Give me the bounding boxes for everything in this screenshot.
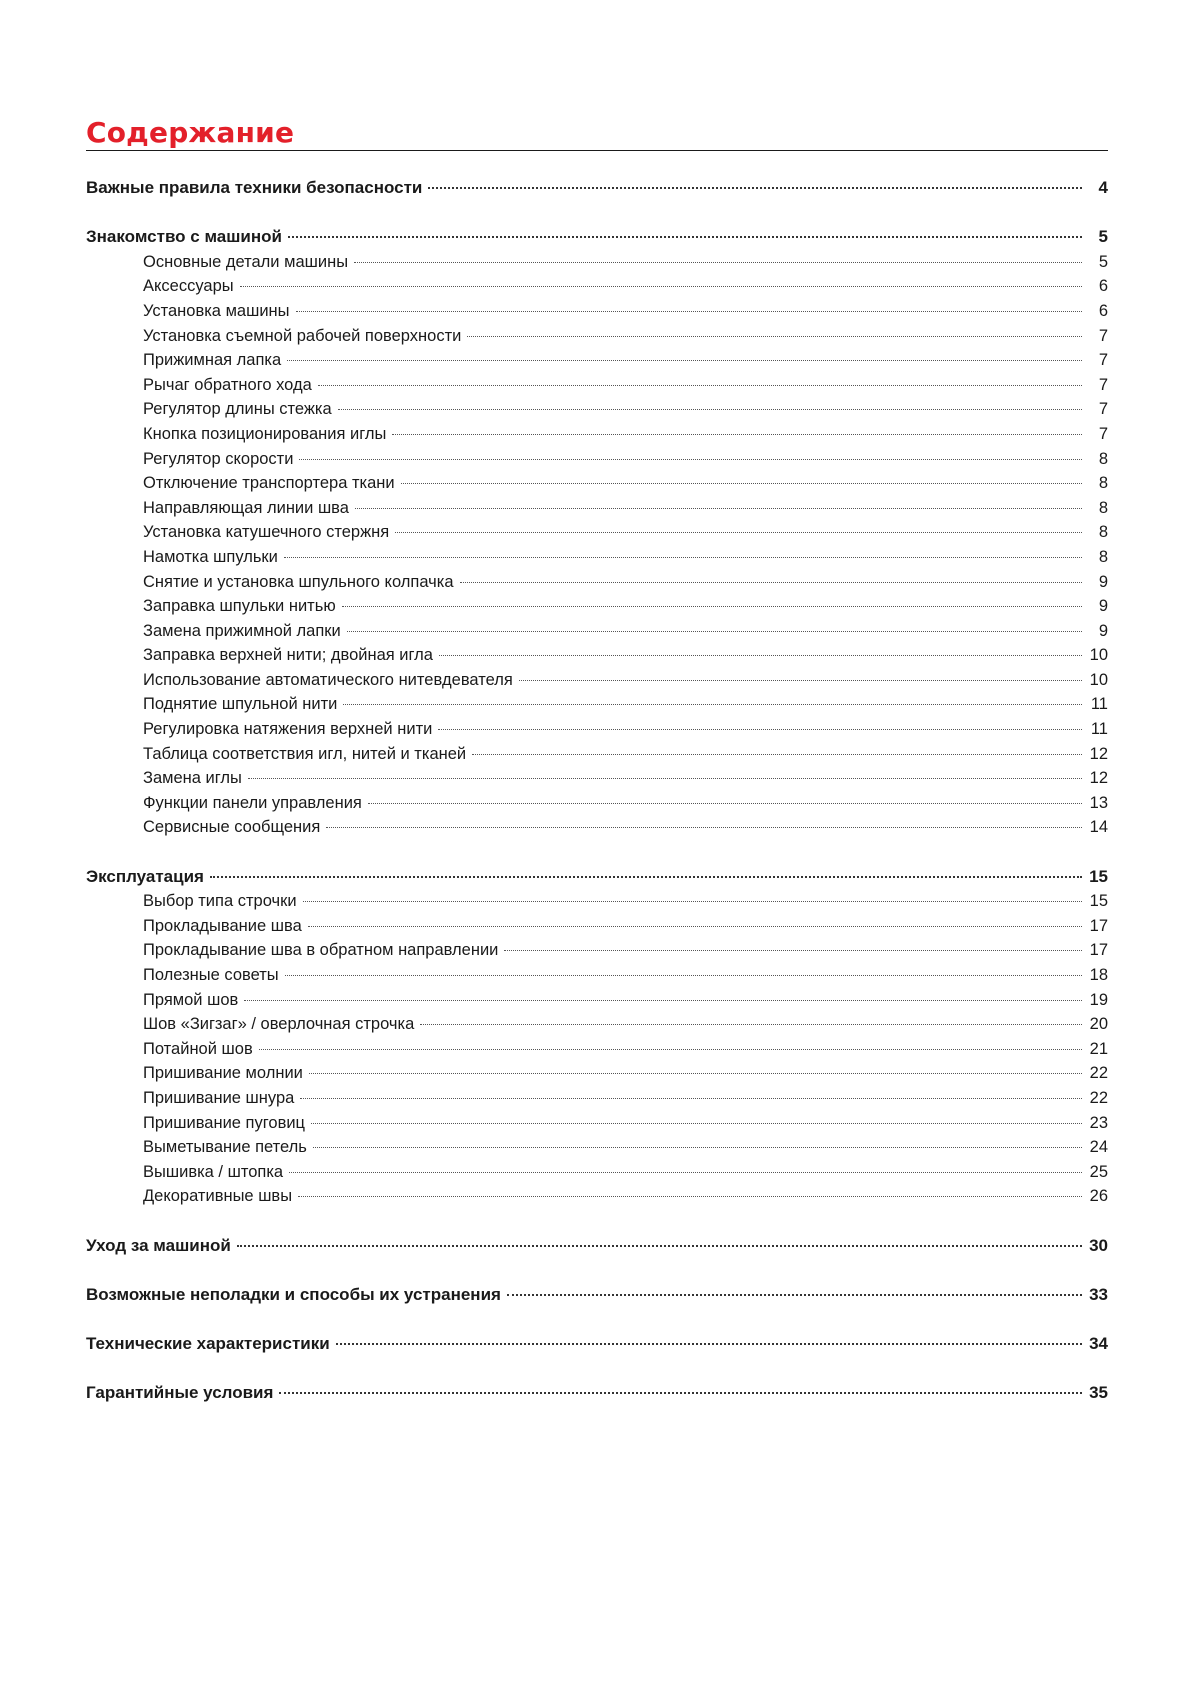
toc-subsection-title: Использование автоматического нитевдевателя [143, 670, 513, 689]
toc-subsection-entry[interactable] [86, 1037, 1108, 1062]
dot-leader [308, 926, 1082, 927]
dot-leader [401, 483, 1082, 484]
page-number: 9 [1098, 572, 1108, 591]
toc-subsection-entry[interactable] [86, 643, 1108, 668]
dot-leader [326, 827, 1082, 828]
dot-leader [309, 1073, 1082, 1074]
toc-subsection-entry[interactable] [86, 594, 1108, 619]
toc-subsection-entry[interactable] [86, 274, 1108, 299]
toc-subsection-entry[interactable] [86, 717, 1108, 742]
toc-subsection-entry[interactable] [86, 963, 1108, 988]
toc-subsection-entry[interactable] [86, 692, 1108, 717]
toc-subsection-title: Потайной шов [143, 1039, 253, 1058]
toc-subsection-title: Намотка шпульки [143, 547, 278, 566]
toc-subsection-title: Прямой шов [143, 990, 239, 1009]
page-number: 22 [1089, 1064, 1108, 1083]
toc-subsection-entry[interactable] [86, 545, 1108, 570]
page-number: 8 [1098, 547, 1108, 566]
page-number: 8 [1098, 523, 1108, 542]
toc-subsection-entry[interactable] [86, 1160, 1108, 1185]
dot-leader [519, 680, 1082, 681]
dot-leader [438, 729, 1082, 730]
dot-leader [313, 1147, 1082, 1148]
toc-subsection-title: Направляющая линии шва [143, 498, 349, 517]
toc-subsection-entry[interactable] [86, 422, 1108, 447]
dot-leader [210, 876, 1082, 878]
dot-leader [259, 1049, 1082, 1050]
dot-leader [296, 311, 1082, 312]
toc-subsection-entry[interactable] [86, 791, 1108, 816]
toc-subsection-entry[interactable] [86, 1135, 1108, 1160]
section-gap [86, 840, 1108, 865]
toc-subsection-entry[interactable] [86, 570, 1108, 595]
page-number: 26 [1089, 1187, 1108, 1206]
toc-subsection-title: Выбор типа строчки [143, 892, 297, 911]
dot-leader [298, 1196, 1082, 1197]
toc-subsection-entry[interactable] [86, 938, 1108, 963]
toc-subsection-entry[interactable] [86, 766, 1108, 791]
page-number: 20 [1089, 1015, 1108, 1034]
dot-leader [392, 434, 1082, 435]
dot-leader [336, 1343, 1082, 1345]
toc-subsection-title: Заправка верхней нити; двойная игла [143, 646, 433, 665]
toc-subsection-title: Аксессуары [143, 277, 234, 296]
dot-leader [354, 262, 1082, 263]
page-number: 7 [1098, 351, 1108, 370]
toc-subsection-title: Замена иглы [143, 769, 242, 788]
dot-leader [504, 950, 1082, 951]
toc-subsection-entry[interactable] [86, 348, 1108, 373]
page-number: 6 [1098, 277, 1108, 296]
toc-subsection-title: Заправка шпульки нитью [143, 597, 336, 616]
toc-subsection-title: Пришивание шнура [143, 1088, 295, 1107]
dot-leader [287, 360, 1082, 361]
page-number: 7 [1098, 400, 1108, 419]
dot-leader [288, 236, 1082, 238]
page-number: 12 [1089, 769, 1108, 788]
toc-subsection-entry[interactable] [86, 619, 1108, 644]
page-number: 11 [1090, 720, 1108, 739]
page-number: 34 [1089, 1333, 1108, 1353]
toc-subsection-entry[interactable] [86, 1111, 1108, 1136]
dot-leader [244, 1000, 1082, 1001]
page-number: 7 [1098, 424, 1108, 443]
dot-leader [289, 1172, 1082, 1173]
dot-leader [240, 286, 1082, 287]
page-number: 18 [1089, 966, 1108, 984]
toc-section-title: Важные правила техники безопасности [86, 178, 423, 197]
toc-subsection-title: Прокладывание шва в обратном направлении [143, 941, 499, 960]
toc-subsection-title: Пришивание молнии [143, 1064, 303, 1083]
toc-subsection-entry[interactable] [86, 397, 1108, 422]
toc-subsection-title: Рычаг обратного хода [143, 375, 312, 394]
page-number: 15 [1089, 866, 1108, 886]
page-number: 10 [1089, 670, 1108, 689]
section-gap [86, 1307, 1108, 1332]
dot-leader [420, 1024, 1082, 1025]
dot-leader [299, 459, 1082, 460]
dot-leader [284, 557, 1082, 558]
toc-subsection-title: Установка машины [143, 301, 290, 320]
toc-subsection-title: Кнопка позиционирования иглы [143, 424, 387, 443]
dot-leader [311, 1123, 1082, 1124]
toc-subsection-title: Регулятор длины стежка [143, 400, 332, 419]
toc-subsection-title: Сервисные сообщения [143, 818, 321, 837]
toc-subsection-title: Отключение транспортера ткани [143, 474, 395, 493]
toc-subsection-title: Замена прижимной лапки [143, 621, 341, 640]
dot-leader [368, 803, 1082, 804]
toc-subsection-entry[interactable] [86, 1061, 1108, 1086]
page-number: 30 [1089, 1235, 1108, 1255]
toc-subsection-entry[interactable] [86, 889, 1108, 914]
toc-section-title: Эксплуатация [86, 866, 204, 886]
toc-section-title: Уход за машиной [86, 1235, 231, 1255]
toc-subsection-entry[interactable] [86, 324, 1108, 349]
page-number: 23 [1089, 1113, 1108, 1132]
toc-subsection-title: Снятие и установка шпульного колпачка [143, 572, 454, 591]
page-number: 25 [1089, 1162, 1108, 1181]
toc-subsection-title: Полезные советы [143, 966, 279, 984]
dot-leader [342, 606, 1082, 607]
toc-subsection-entry[interactable] [86, 496, 1108, 521]
dot-leader [338, 409, 1082, 410]
dot-leader [285, 975, 1082, 976]
page-number: 4 [1098, 178, 1108, 197]
toc-section-title: Возможные неполадки и способы их устранения [86, 1284, 501, 1304]
toc-section-title: Знакомство с машиной [86, 227, 282, 247]
toc-subsection-entry[interactable] [86, 668, 1108, 693]
page-number: 13 [1089, 793, 1108, 812]
page-number: 14 [1089, 818, 1108, 837]
toc-subsection-title: Поднятие шпульной нити [143, 695, 338, 714]
dot-leader [303, 901, 1082, 902]
page-number: 8 [1098, 474, 1108, 493]
toc-subsection-entry[interactable] [86, 520, 1108, 545]
toc-subsection-title: Функции панели управления [143, 793, 362, 812]
page-number: 11 [1090, 695, 1108, 714]
page-number: 5 [1098, 227, 1108, 247]
dot-leader [467, 336, 1082, 337]
page-title: Содержание [86, 116, 295, 149]
toc-subsection-entry[interactable] [86, 1012, 1108, 1037]
toc-subsection-entry[interactable] [86, 1184, 1108, 1209]
toc-subsection-title: Основные детали машины [143, 252, 349, 271]
toc-subsection-entry[interactable] [86, 815, 1108, 840]
toc-subsection-entry[interactable] [86, 914, 1108, 939]
toc-subsection-entry[interactable] [86, 373, 1108, 398]
page-number: 15 [1089, 892, 1108, 911]
toc-subsection-title: Прокладывание шва [143, 916, 302, 935]
toc-section-entry[interactable] [86, 1381, 1108, 1406]
page-number: 6 [1098, 301, 1108, 320]
toc-subsection-title: Установка катушечного стержня [143, 523, 390, 542]
dot-leader [355, 508, 1082, 509]
toc-section-entry[interactable] [86, 1332, 1108, 1357]
page-number: 17 [1089, 916, 1108, 935]
dot-leader [472, 754, 1082, 755]
page-number: 7 [1098, 375, 1108, 394]
toc-subsection-entry[interactable] [86, 742, 1108, 767]
page-number: 12 [1089, 744, 1108, 763]
toc-section-title: Технические характеристики [86, 1333, 330, 1353]
page-number: 5 [1098, 252, 1108, 271]
toc-subsection-title: Прижимная лапка [143, 351, 282, 370]
dot-leader [237, 1245, 1082, 1247]
dot-leader [279, 1392, 1082, 1394]
toc-subsection-entry[interactable] [86, 1086, 1108, 1111]
dot-leader [395, 532, 1082, 533]
page-number: 7 [1098, 326, 1108, 345]
toc-subsection-entry[interactable] [86, 299, 1108, 324]
page-number: 35 [1089, 1383, 1108, 1403]
table-of-contents [86, 176, 1108, 1406]
title-divider [86, 150, 1108, 151]
toc-subsection-title: Шов «Зигзаг» / оверлочная строчка [143, 1015, 415, 1034]
page-number: 9 [1098, 597, 1108, 616]
dot-leader [318, 385, 1082, 386]
dot-leader [347, 631, 1082, 632]
dot-leader [507, 1294, 1082, 1296]
page-number: 22 [1089, 1088, 1108, 1107]
toc-subsection-title: Выметывание петель [143, 1138, 307, 1157]
toc-section-entry[interactable] [86, 1283, 1108, 1308]
section-gap [86, 1357, 1108, 1382]
toc-section-entry[interactable] [86, 225, 1108, 250]
toc-subsection-title: Таблица соответствия игл, нитей и тканей [143, 744, 467, 763]
dot-leader [248, 778, 1082, 779]
toc-subsection-title: Регулятор скорости [143, 449, 294, 468]
dot-leader [300, 1098, 1082, 1099]
page-number: 9 [1098, 621, 1108, 640]
toc-subsection-title: Установка съемной рабочей поверхности [143, 326, 462, 345]
dot-leader [343, 704, 1082, 705]
toc-subsection-title: Пришивание пуговиц [143, 1113, 306, 1132]
toc-subsection-entry[interactable] [86, 988, 1108, 1013]
page-number: 17 [1089, 941, 1108, 960]
section-gap [86, 1209, 1108, 1234]
page-number: 8 [1098, 498, 1108, 517]
dot-leader [439, 655, 1082, 656]
page-number: 21 [1089, 1039, 1108, 1058]
toc-section-title: Гарантийные условия [86, 1383, 274, 1403]
toc-subsection-title: Вышивка / штопка [143, 1162, 284, 1181]
page-number: 10 [1089, 646, 1108, 665]
toc-subsection-title: Регулировка натяжения верхней нити [143, 720, 433, 739]
toc-subsection-entry[interactable] [86, 250, 1108, 275]
toc-subsection-entry[interactable] [86, 447, 1108, 472]
page-number: 33 [1089, 1284, 1108, 1304]
toc-subsection-entry[interactable] [86, 471, 1108, 496]
toc-section-entry[interactable] [86, 865, 1108, 890]
page-number: 24 [1089, 1138, 1108, 1157]
dot-leader [460, 582, 1083, 583]
toc-subsection-title: Декоративные швы [143, 1187, 293, 1206]
section-gap [86, 1258, 1108, 1283]
page-number: 8 [1098, 449, 1108, 468]
toc-section-entry[interactable] [86, 176, 1108, 201]
section-gap [86, 201, 1108, 226]
dot-leader [428, 187, 1082, 189]
toc-section-entry[interactable] [86, 1234, 1108, 1259]
page-number: 19 [1089, 990, 1108, 1009]
